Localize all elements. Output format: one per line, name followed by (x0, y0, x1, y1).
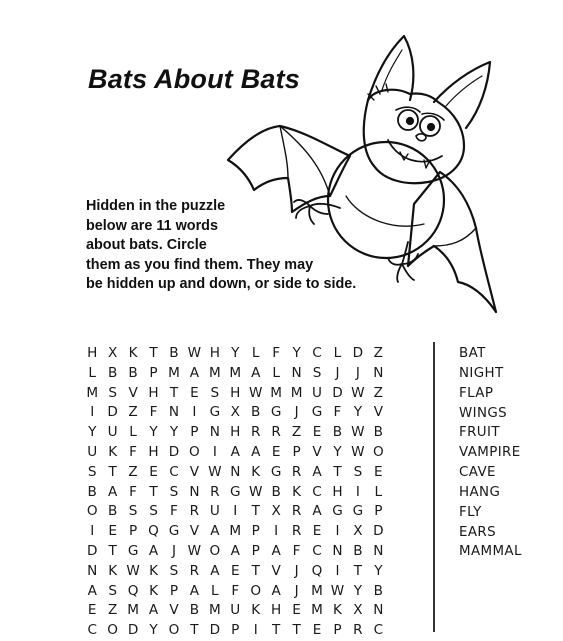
grid-letter[interactable]: Y (333, 443, 342, 460)
grid-letter[interactable]: E (312, 622, 322, 639)
grid-letter[interactable]: U (312, 384, 322, 401)
grid-letter[interactable]: R (250, 424, 261, 441)
grid-row (82, 403, 389, 423)
grid-letter[interactable]: Q (311, 562, 323, 579)
grid-letter[interactable]: V (373, 404, 383, 421)
grid-letter[interactable]: L (211, 582, 219, 599)
word-list-item: HANG (459, 484, 501, 500)
grid-letter[interactable]: K (292, 483, 302, 500)
grid-letter[interactable]: J (294, 404, 299, 421)
grid-letter[interactable]: G (230, 483, 241, 500)
grid-letter[interactable]: I (192, 404, 197, 421)
grid-letter[interactable]: M (208, 602, 221, 619)
grid-letter[interactable]: A (271, 582, 281, 599)
bat-body (328, 142, 444, 258)
grid-letter[interactable]: R (210, 483, 220, 500)
grid-letter[interactable]: W (351, 384, 365, 401)
grid-letter[interactable]: Q (127, 582, 139, 599)
grid-letter[interactable]: O (189, 443, 200, 460)
grid-letter[interactable]: L (272, 364, 280, 381)
grid-letter[interactable]: R (271, 424, 281, 441)
grid-letter[interactable]: T (251, 503, 260, 520)
grid-letter[interactable]: R (189, 503, 200, 520)
grid-letter[interactable]: E (271, 443, 281, 460)
grid-letter[interactable]: G (311, 404, 323, 421)
grid-letter[interactable]: B (373, 582, 383, 599)
grid-letter[interactable]: T (108, 542, 117, 559)
grid-letter[interactable]: L (374, 483, 383, 500)
grid-letter[interactable]: D (127, 622, 139, 639)
grid-letter[interactable]: U (107, 424, 118, 441)
grid-letter[interactable]: O (372, 443, 384, 460)
grid-letter[interactable]: G (168, 523, 180, 540)
grid-letter[interactable]: R (291, 463, 302, 480)
grid-letter[interactable]: L (251, 345, 260, 361)
grid-letter[interactable]: W (351, 424, 365, 441)
grid-letter[interactable]: F (129, 483, 137, 500)
grid-letter[interactable]: B (189, 602, 200, 619)
grid-letter[interactable]: O (168, 622, 180, 639)
word-list-item: CAVE (459, 465, 496, 481)
grid-letter[interactable]: S (312, 364, 322, 381)
grid-letter[interactable]: F (272, 345, 281, 361)
grid-letter[interactable]: E (312, 523, 322, 540)
grid-letter[interactable]: N (373, 364, 384, 381)
grid-row (82, 364, 389, 384)
grid-letter[interactable]: V (189, 523, 200, 540)
grid-letter[interactable]: U (209, 503, 220, 520)
grid-letter[interactable]: W (330, 582, 345, 599)
grid-letter[interactable]: X (353, 602, 363, 619)
grid-letter[interactable]: Y (353, 404, 363, 421)
grid-letter[interactable]: R (353, 622, 363, 639)
grid-row (82, 601, 389, 621)
divider-line (433, 342, 435, 632)
grid-letter[interactable]: Y (88, 424, 97, 441)
grid-letter[interactable]: A (312, 503, 322, 520)
grid-letter[interactable]: A (189, 582, 200, 599)
grid-letter[interactable]: P (128, 523, 138, 540)
grid-letter[interactable]: R (291, 523, 302, 540)
grid-letter[interactable]: V (169, 602, 179, 619)
grid-letter[interactable]: M (290, 384, 303, 401)
grid-letter[interactable]: L (333, 345, 342, 361)
grid-letter[interactable]: K (108, 562, 118, 579)
grid-letter[interactable]: M (270, 384, 283, 401)
grid-letter[interactable]: A (210, 523, 220, 540)
grid-letter[interactable]: B (87, 483, 97, 500)
grid-letter[interactable]: K (128, 345, 138, 361)
grid-letter[interactable]: T (251, 562, 260, 579)
grid-letter[interactable]: N (230, 463, 241, 480)
grid-letter[interactable]: H (148, 384, 159, 401)
grid-letter[interactable]: V (128, 384, 138, 401)
grid-letter[interactable]: M (127, 602, 139, 619)
grid-letter[interactable]: A (189, 364, 200, 381)
grid-letter[interactable]: A (230, 542, 240, 559)
grid-letter[interactable]: B (169, 345, 179, 361)
grid-letter[interactable]: S (128, 503, 138, 520)
grid-letter[interactable]: N (168, 404, 180, 421)
grid-letter[interactable]: M (311, 602, 323, 619)
word-search-grid (82, 344, 389, 641)
grid-row (82, 344, 389, 364)
grid-row (82, 423, 389, 443)
grid-letter[interactable]: H (230, 424, 241, 441)
grid-letter[interactable]: G (209, 404, 221, 421)
word-list-item: NIGHT (459, 365, 504, 381)
grid-letter[interactable]: K (333, 602, 342, 619)
grid-letter[interactable]: F (333, 404, 342, 421)
grid-letter[interactable]: U (230, 602, 241, 619)
grid-letter[interactable]: Z (128, 463, 138, 480)
grid-letter[interactable]: W (351, 443, 365, 460)
grid-row (82, 562, 389, 582)
grid-letter[interactable]: W (208, 463, 222, 480)
grid-letter[interactable]: O (107, 622, 118, 639)
grid-letter[interactable]: O (209, 542, 221, 559)
grid-letter[interactable]: T (292, 622, 301, 639)
grid-letter[interactable]: B (271, 483, 281, 500)
instruction-line: them as you find them. They may (86, 256, 314, 273)
grid-row (82, 621, 389, 641)
grid-row (82, 443, 389, 463)
grid-letter[interactable]: J (171, 542, 176, 559)
word-list-item: WINGS (459, 405, 508, 421)
grid-letter[interactable]: I (335, 562, 340, 579)
word-list-item: EARS (459, 524, 497, 540)
grid-letter[interactable]: J (355, 364, 360, 381)
grid-letter[interactable]: S (108, 384, 117, 401)
grid-letter[interactable]: O (250, 582, 262, 599)
grid-letter[interactable]: I (355, 483, 360, 500)
grid-letter[interactable]: P (251, 542, 260, 559)
instruction-line: be hidden up and down, or side to side. (86, 276, 357, 293)
grid-letter[interactable]: W (187, 542, 202, 559)
bat-head (364, 90, 464, 183)
grid-letter[interactable]: Y (149, 424, 158, 441)
grid-letter[interactable]: F (292, 542, 301, 559)
grid-letter[interactable]: B (373, 424, 383, 441)
grid-letter[interactable]: E (312, 424, 322, 441)
grid-letter[interactable]: R (189, 562, 200, 579)
grid-letter[interactable]: I (233, 503, 238, 520)
word-list-item: BAT (459, 346, 486, 361)
grid-letter[interactable]: S (353, 463, 363, 480)
grid-letter[interactable]: T (272, 622, 281, 639)
grid-letter[interactable]: A (148, 542, 159, 559)
grid-letter[interactable]: E (108, 523, 117, 540)
grid-letter[interactable]: Y (353, 582, 363, 599)
grid-letter[interactable]: T (333, 463, 342, 480)
grid-letter[interactable]: B (251, 404, 261, 421)
grid-row (82, 463, 389, 483)
grid-letter[interactable]: C (312, 345, 322, 361)
grid-letter[interactable]: H (271, 602, 282, 619)
grid-letter[interactable]: T (169, 384, 179, 401)
word-list-item: VAMPIRE (459, 445, 521, 461)
grid-letter[interactable]: M (229, 523, 242, 540)
grid-letter[interactable]: Z (373, 384, 383, 401)
grid-letter[interactable]: P (333, 622, 342, 639)
grid-letter[interactable]: A (210, 562, 220, 579)
grid-letter[interactable]: M (168, 364, 180, 381)
grid-letter[interactable]: B (332, 424, 343, 441)
grid-letter[interactable]: Z (128, 404, 138, 421)
grid-letter[interactable]: N (291, 364, 302, 381)
grid-letter[interactable]: T (149, 483, 158, 500)
grid-letter[interactable]: G (127, 542, 139, 559)
instruction-line: below are 11 words (86, 217, 218, 234)
grid-letter[interactable]: M (311, 582, 323, 599)
grid-letter[interactable]: A (108, 483, 118, 500)
grid-letter[interactable]: I (90, 404, 95, 421)
grid-letter[interactable]: N (373, 542, 384, 559)
word-list-item: FLAP (459, 385, 494, 401)
grid-letter[interactable]: D (352, 345, 364, 361)
grid-letter[interactable]: S (149, 503, 158, 520)
grid-letter[interactable]: C (312, 542, 322, 559)
grid-letter[interactable]: B (353, 542, 363, 559)
grid-letter[interactable]: S (169, 483, 179, 500)
grid-letter[interactable]: Z (291, 424, 302, 441)
grid-row (82, 483, 389, 503)
grid-letter[interactable]: S (169, 562, 179, 579)
grid-letter[interactable]: Y (149, 622, 158, 639)
grid-letter[interactable]: D (332, 384, 343, 401)
word-list-item: FLY (459, 504, 482, 520)
grid-letter[interactable]: K (251, 602, 261, 619)
grid-letter[interactable]: D (209, 622, 221, 639)
grid-letter[interactable]: B (128, 364, 138, 381)
grid-letter[interactable]: M (86, 384, 99, 401)
grid-letter[interactable]: L (129, 424, 137, 441)
page-title: Bats About Bats (88, 64, 301, 94)
grid-letter[interactable]: O (86, 503, 98, 520)
grid-letter[interactable]: L (88, 364, 96, 381)
grid-letter[interactable]: Q (148, 523, 159, 540)
grid-letter[interactable]: M (229, 364, 242, 381)
grid-letter[interactable]: I (90, 523, 95, 540)
grid-letter[interactable]: X (353, 523, 363, 540)
grid-letter[interactable]: N (332, 542, 343, 559)
grid-letter[interactable]: A (271, 542, 281, 559)
grid-letter[interactable]: E (292, 602, 301, 619)
grid-letter[interactable]: A (251, 443, 261, 460)
grid-letter[interactable]: P (292, 443, 301, 460)
grid-letter[interactable]: T (353, 562, 363, 579)
grid-row (82, 522, 389, 542)
grid-letter[interactable]: G (332, 503, 343, 520)
grid-letter[interactable]: X (107, 345, 118, 361)
grid-letter[interactable]: Z (107, 602, 118, 619)
bat-left-hand (294, 200, 340, 224)
grid-letter[interactable]: H (230, 384, 241, 401)
grid-letter[interactable]: D (86, 542, 98, 559)
grid-letter[interactable]: K (149, 582, 158, 599)
grid-letter[interactable]: D (107, 404, 118, 421)
grid-letter[interactable]: E (374, 463, 383, 480)
grid-letter[interactable]: G (270, 463, 282, 480)
grid-letter[interactable]: J (294, 582, 299, 599)
grid-letter[interactable]: I (253, 622, 258, 639)
grid-letter[interactable]: F (129, 443, 137, 460)
grid-letter[interactable]: A (230, 443, 240, 460)
grid-letter[interactable]: Y (169, 424, 179, 441)
grid-letter[interactable]: E (87, 602, 97, 619)
grid-letter[interactable]: I (274, 523, 279, 540)
grid-letter[interactable]: G (352, 503, 364, 520)
grid-letter[interactable]: Y (231, 345, 240, 361)
grid-letter[interactable]: T (149, 345, 158, 361)
grid-letter[interactable]: F (231, 582, 240, 599)
grid-letter[interactable]: E (230, 562, 240, 579)
grid-letter[interactable]: P (251, 523, 260, 540)
grid-letter[interactable]: W (248, 483, 263, 500)
grid-letter[interactable]: N (87, 562, 98, 579)
grid-letter[interactable]: S (108, 582, 117, 599)
grid-letter[interactable]: U (87, 443, 98, 460)
bat-left-wing (228, 126, 350, 212)
instruction-line: Hidden in the puzzle (86, 198, 226, 214)
grid-letter[interactable]: P (231, 622, 240, 639)
grid-letter[interactable]: D (373, 523, 384, 540)
word-list (459, 344, 522, 562)
grid-letter[interactable]: I (212, 443, 217, 460)
grid-letter[interactable]: W (126, 562, 140, 579)
grid-letter[interactable]: E (149, 463, 158, 480)
grid-letter[interactable]: T (108, 463, 117, 480)
grid-letter[interactable]: D (168, 443, 180, 460)
grid-letter[interactable]: P (149, 364, 158, 381)
grid-letter[interactable]: M (208, 364, 221, 381)
grid-letter[interactable]: X (230, 404, 240, 421)
grid-letter[interactable]: A (312, 463, 322, 480)
grid-letter[interactable]: S (87, 463, 97, 480)
grid-letter[interactable]: Y (374, 562, 383, 579)
grid-letter[interactable]: W (248, 384, 263, 401)
grid-letter[interactable]: A (251, 364, 261, 381)
grid-letter[interactable]: J (294, 562, 299, 579)
grid-letter[interactable]: B (107, 364, 118, 381)
grid-letter[interactable]: K (149, 562, 158, 579)
grid-letter[interactable]: C (373, 622, 384, 639)
grid-row (82, 582, 389, 602)
word-list-item: FRUIT (459, 425, 500, 441)
grid-letter[interactable]: V (271, 562, 281, 579)
instruction-line: about bats. Circle (86, 237, 207, 254)
grid-letter[interactable]: Z (373, 345, 383, 361)
grid-letter[interactable]: P (374, 503, 383, 520)
grid-letter[interactable]: H (209, 345, 220, 361)
grid-letter[interactable]: W (187, 345, 202, 361)
grid-row (82, 542, 389, 562)
grid-letter[interactable]: I (335, 523, 340, 540)
grid-letter[interactable]: H (148, 443, 159, 460)
grid-letter[interactable]: K (251, 463, 261, 480)
grid-letter[interactable]: G (270, 404, 282, 421)
grid-letter[interactable]: P (169, 582, 179, 599)
grid-letter[interactable]: N (189, 483, 200, 500)
grid-letter[interactable]: E (190, 384, 199, 401)
grid-row (82, 384, 389, 404)
grid-letter[interactable]: C (87, 622, 97, 639)
grid-letter[interactable]: H (87, 345, 98, 361)
grid-letter[interactable]: C (312, 483, 322, 500)
grid-letter[interactable]: J (335, 364, 340, 381)
grid-letter[interactable]: H (332, 483, 343, 500)
grid-letter[interactable]: F (149, 404, 158, 421)
grid-letter[interactable]: A (148, 602, 159, 619)
grid-letter[interactable]: V (312, 443, 322, 460)
grid-letter[interactable]: F (170, 503, 178, 520)
word-list-item: MAMMAL (459, 544, 522, 560)
bat-right-wing (408, 172, 496, 312)
grid-letter[interactable]: K (108, 443, 118, 460)
grid-letter[interactable]: R (291, 503, 302, 520)
grid-letter[interactable]: S (210, 384, 220, 401)
grid-letter[interactable]: B (107, 503, 118, 520)
grid-letter[interactable]: C (169, 463, 179, 480)
grid-letter[interactable]: N (373, 602, 384, 619)
grid-letter[interactable]: T (190, 622, 199, 639)
grid-letter[interactable]: A (87, 582, 97, 599)
grid-letter[interactable]: V (189, 463, 200, 480)
cartoon-bat-illustration (218, 28, 518, 318)
grid-letter[interactable]: N (209, 424, 220, 441)
grid-letter[interactable]: Y (292, 345, 301, 361)
grid-letter[interactable]: P (190, 424, 199, 441)
grid-row (82, 502, 389, 522)
grid-letter[interactable]: X (271, 503, 281, 520)
